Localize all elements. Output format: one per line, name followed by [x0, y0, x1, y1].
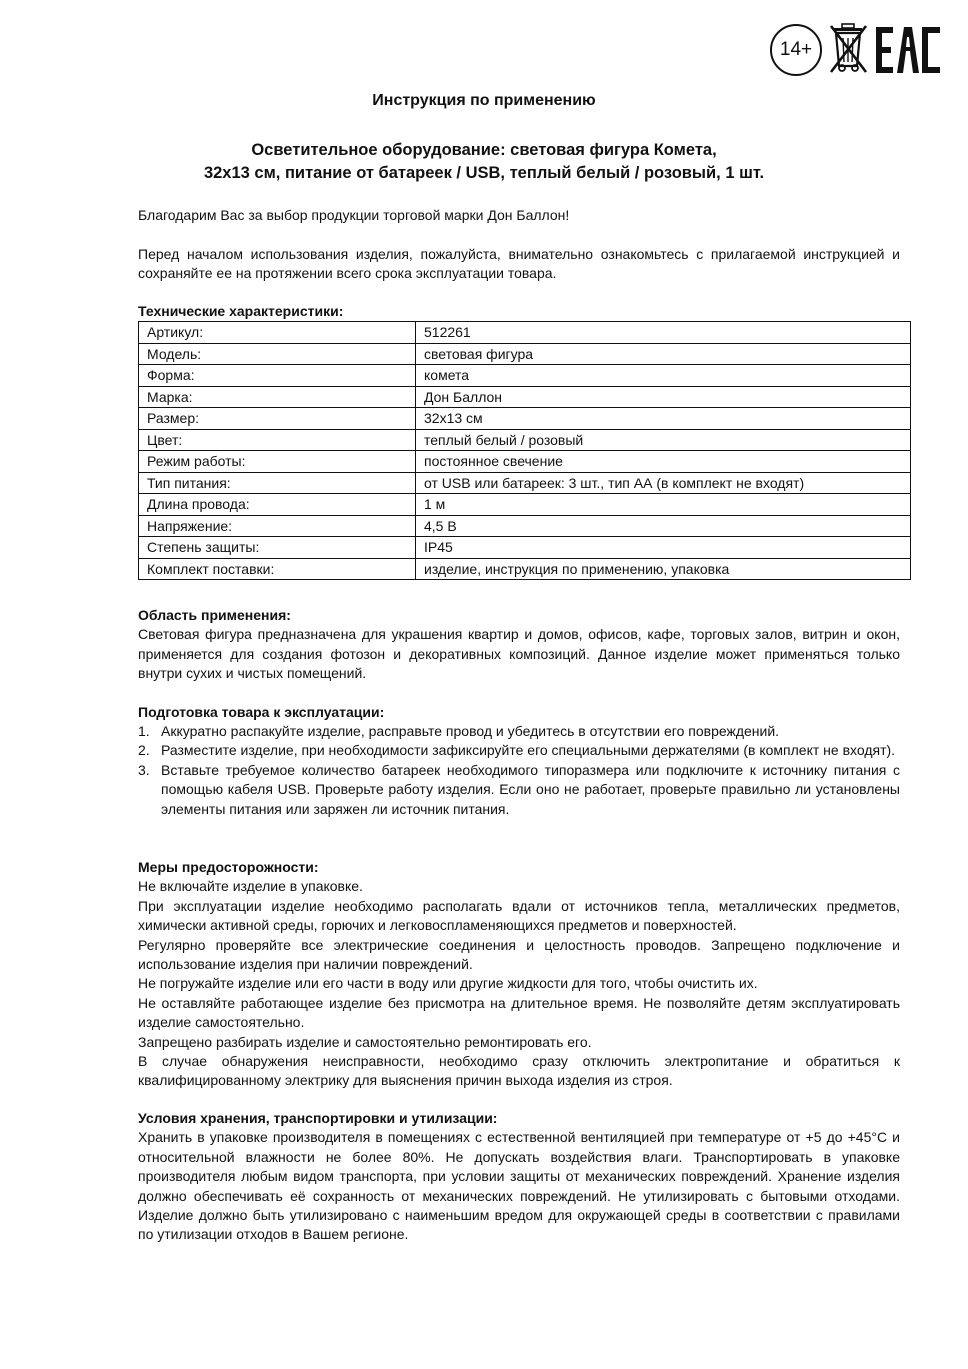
storage-text: Хранить в упаковке производителя в помещениях с естественной вентиляцией при температуре от +5 до +45°С и относительной влажности не более 80%. Не допускать воздействия влаги. Транспортировать в упаковке производителя любым видом транспорта, при условии защиты от механических повреждений. Хранение изделия должно обеспечивать её сохранность от механических повреждений. Не утилизировать с бытовыми отходами. Изделие должно быть утилизировано с наименьшим вредом для окружающей среды в соответствии с правилами по утилизации отходов в Вашем регионе. — [138, 1129, 900, 1243]
spec-key: Напряжение: — [139, 515, 416, 537]
preparation-list-wrap — [138, 722, 900, 819]
spec-key: Марка: — [139, 386, 416, 408]
spec-key: Тип питания: — [139, 472, 416, 494]
age-rating-badge — [770, 24, 822, 76]
spec-key: Комплект поставки: — [139, 558, 416, 580]
spec-value: 512261 — [416, 322, 911, 344]
precautions-section — [138, 858, 900, 1091]
spec-value: 32х13 см — [416, 408, 911, 430]
table-row — [139, 494, 911, 516]
table-row — [139, 472, 911, 494]
list-item — [138, 722, 900, 741]
spec-key: Длина провода: — [139, 494, 416, 516]
product-title-line-1: Осветительное оборудование: световая фигура Комета, — [251, 141, 717, 159]
table-row — [139, 515, 911, 537]
specs-table — [138, 321, 911, 580]
spec-key: Цвет: — [139, 429, 416, 451]
spec-value: изделие, инструкция по применению, упаковка — [416, 558, 911, 580]
intro-notice — [138, 245, 900, 284]
step-text: Аккуратно распакуйте изделие, расправьте провод и убедитесь в отсутствии его повреждений. — [161, 723, 780, 739]
specs-section — [138, 302, 911, 580]
crossed-out-bin-icon — [828, 22, 870, 78]
precaution-item: Не погружайте изделие или его части в воду или другие жидкости для того, чтобы очистить их. — [138, 975, 758, 992]
eac-certification-icon — [876, 25, 940, 75]
product-title-line-2: 32х13 см, питание от батареек / USB, теплый белый / розовый, 1 шт. — [203, 164, 765, 182]
table-row — [139, 322, 911, 344]
spec-value: постоянное свечение — [416, 451, 911, 473]
product-title — [40, 139, 928, 185]
application-heading: Область применения: — [138, 607, 291, 623]
preparation-section — [138, 703, 900, 722]
precaution-item: Не включайте изделие в упаковке. — [138, 878, 363, 895]
application-section — [138, 606, 900, 684]
storage-section — [138, 1109, 900, 1245]
table-row — [139, 408, 911, 430]
spec-key: Артикул: — [139, 322, 416, 344]
spec-value: 1 м — [416, 494, 911, 516]
list-item — [138, 741, 900, 760]
age-rating-label: 14+ — [779, 39, 813, 60]
spec-value: комета — [416, 365, 911, 387]
spec-value: теплый белый / розовый — [416, 429, 911, 451]
precaution-item: Регулярно проверяйте все электрические соединения и целостность проводов. Запрещено подключение и использование изделия при наличии повреждений. — [138, 936, 900, 973]
intro-thanks — [138, 206, 900, 225]
table-row — [139, 386, 911, 408]
step-number: 2. — [138, 742, 150, 759]
spec-value: Дон Баллон — [416, 386, 911, 408]
table-row — [139, 343, 911, 365]
specs-heading: Технические характеристики: — [138, 303, 344, 319]
spec-key: Размер: — [139, 408, 416, 430]
table-row — [139, 429, 911, 451]
spec-value: 4,5 В — [416, 515, 911, 537]
application-text: Световая фигура предназначена для украшения квартир и домов, офисов, кафе, торговых залов, витрин и окон, применяется для создания фотозон и декоративных композиций. Данное изделие может применяться только внутри сухих и чистых помещений. — [138, 626, 900, 682]
table-row — [139, 451, 911, 473]
precautions-heading: Меры предосторожности: — [138, 859, 319, 875]
preparation-heading: Подготовка товара к эксплуатации: — [138, 704, 385, 720]
table-row — [139, 558, 911, 580]
table-row — [139, 537, 911, 559]
precaution-item: В случае обнаружения неисправности, необходимо сразу отключить электропитание и обратиться к квалифицированному электрику для выяснения причин выхода изделия из строя. — [138, 1053, 900, 1089]
preparation-steps — [138, 722, 900, 819]
step-number: 3. — [138, 761, 150, 778]
table-row — [139, 365, 911, 387]
list-item — [138, 761, 900, 819]
precaution-item: При эксплуатации изделие необходимо располагать вдали от источников тепла, металлических предметов, химически активной среды, горючих и легковоспламеняющихся предметов и поверхностей. — [138, 897, 900, 934]
precaution-item: Запрещено разбирать изделие и самостоятельно ремонтировать его. — [138, 1033, 592, 1050]
spec-value: световая фигура — [416, 343, 911, 365]
intro-notice-text: Перед началом использования изделия, пожалуйста, внимательно ознакомьтесь с прилагаемой инструкцией и сохраняйте ее на протяжении всего срока эксплуатации товара. — [138, 246, 900, 282]
spec-key: Режим работы: — [139, 451, 416, 473]
step-text: Вставьте требуемое количество батареек необходимого типоразмера или подключите к источнику питания с помощью кабеля USB. Проверьте работу изделия. Если оно не работает, проверьте правильно ли установлены элементы питания или заряжен ли источник питания. — [161, 761, 900, 817]
spec-key: Модель: — [139, 343, 416, 365]
certification-marks — [770, 22, 940, 78]
intro-thanks-text: Благодарим Вас за выбор продукции торговой марки Дон Баллон! — [138, 207, 570, 223]
spec-key: Степень защиты: — [139, 537, 416, 559]
step-text: Разместите изделие, при необходимости зафиксируйте его специальными держателями (в комплект не входят). — [161, 742, 896, 759]
spec-value: IP45 — [416, 537, 911, 559]
spec-value: от USB или батареек: 3 шт., тип АА (в комплект не входят) — [416, 472, 911, 494]
storage-heading: Условия хранения, транспортировки и утилизации: — [138, 1110, 498, 1126]
precaution-item: Не оставляйте работающее изделие без присмотра на длительное время. Не позволяйте детям эксплуатировать изделие самостоятельно. — [138, 994, 900, 1031]
document-title: Инструкция по применению — [372, 92, 596, 109]
step-number: 1. — [138, 723, 150, 739]
spec-key: Форма: — [139, 365, 416, 387]
